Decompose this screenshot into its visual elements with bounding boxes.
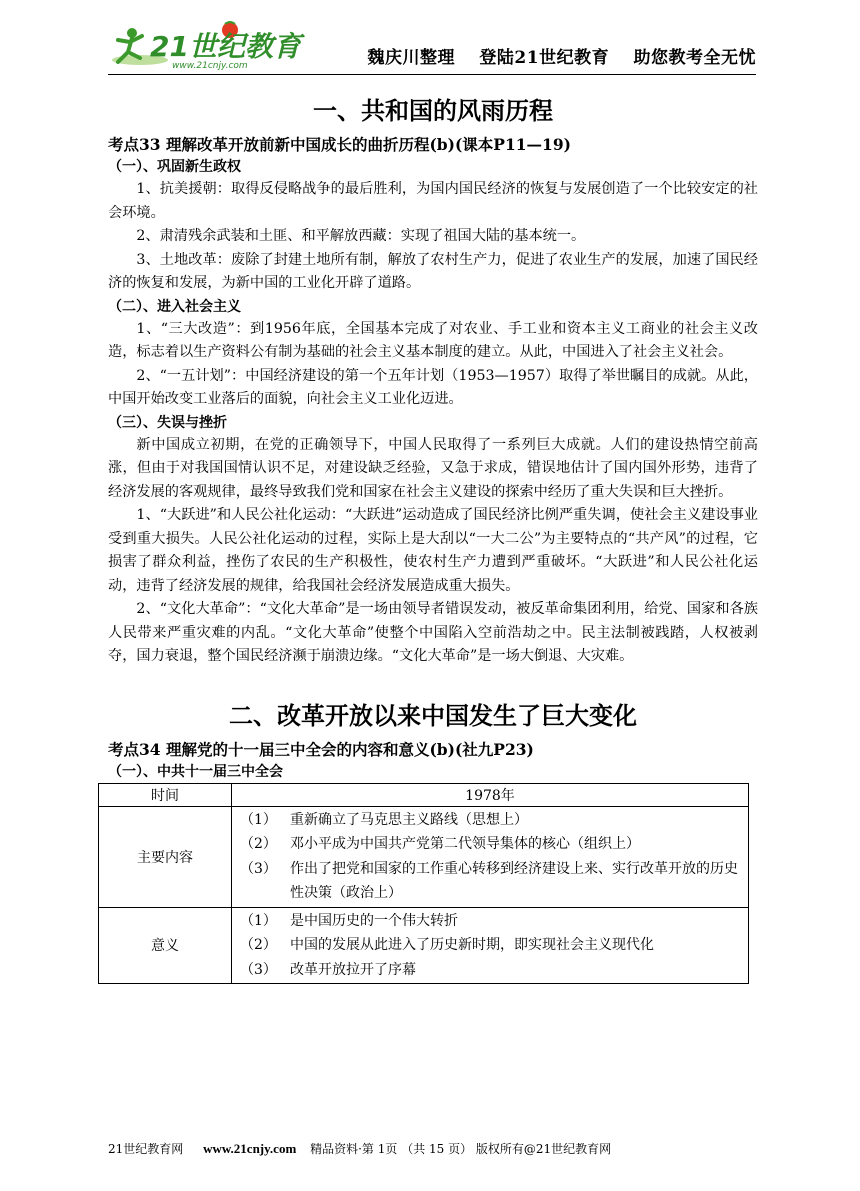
logo [110, 20, 310, 72]
kaodian-33: 考点33 理解改革开放前新中国成长的曲折历程(b)(课本P11—19) [108, 135, 571, 154]
item-text: 重新确立了马克思主义路线（思想上） [290, 811, 528, 828]
header-tagline [349, 43, 756, 68]
part3-heading: （三）、失误与挫折 [108, 414, 227, 431]
item-text: 作出了把党和国家的工作重心转移到经济建设上来、实行改革开放的历史性决策（政治上） [290, 860, 738, 901]
paragraph: 2、“一五计划”：中国经济建设的第一个五年计划（1953—1957）取得了举世瞩目的成就。从此，中国开始改变工业落后的面貌，向社会主义工业化迈进。 [108, 367, 758, 407]
paragraph: 2、肃清残余武装和土匪、和平解放西藏：实现了祖国大陆的基本统一。 [136, 228, 586, 244]
table-row [99, 783, 749, 806]
page-header [108, 18, 756, 75]
section2-heading: （一）、中共十一届三中全会 [108, 763, 283, 780]
kaodian-34: 考点34 理解党的十一届三中全会的内容和意义(b)(社九P23) [108, 739, 534, 759]
list-item [238, 909, 742, 934]
list-item [238, 958, 742, 983]
item-number: （3） [240, 961, 277, 978]
item-number: （1） [240, 912, 277, 929]
content-label: 主要内容 [99, 806, 232, 907]
item-text: 中国的发展从此进入了历史新时期，即实现社会主义现代化 [290, 937, 654, 953]
paragraph: 1、“三大改造”：到1956年底，全国基本完成了对农业、手工业和资本主义工商业的社会主义改造，标志着以生产资料公有制为基础的社会主义基本制度的建立。从此，中国进入了社会主义社会。 [108, 320, 758, 360]
list-item [238, 832, 742, 857]
section1-title: 一、共和国的风雨历程 [313, 97, 553, 125]
page-footer [108, 1140, 756, 1157]
logo-graphic [110, 20, 310, 72]
footer-site: 21世纪教育网 [108, 1142, 184, 1156]
item-text: 邓小平成为中国共产党第二代领导集体的核心（组织上） [290, 836, 640, 852]
header-slogan: 助您教考全无忧 [633, 48, 756, 68]
table-row [99, 806, 749, 907]
document-body [108, 94, 758, 984]
paragraph: 2、“文化大革命”：“文化大革命”是一场由领导者错误发动，被反革命集团利用，给党、国家和各族人民带来严重灾难的内乱。“文化大革命”使整个中国陷入空前浩劫之中。民主法制被践踏，人权被剥夺，国力衰退，整个国民经济濒于崩溃边缘。“文化大革命”是一场大倒退、大灾难。 [108, 601, 758, 664]
table-row [99, 907, 749, 984]
list-item [238, 808, 742, 833]
item-number: （1） [240, 811, 277, 828]
paragraph: 1、抗美援朝：取得反侵略战争的最后胜利，为国内国民经济的恢复与发展创造了一个比较安定的社会环境。 [108, 181, 758, 221]
item-text: 改革开放拉开了序幕 [290, 961, 416, 978]
paragraph: 新中国成立初期，在党的正确领导下，中国人民取得了一系列巨大成就。人们的建设热情空前高涨，但由于对我国国情认识不足，对建设缺乏经验，又急于求成，错误地估计了国内国外形势，违背了经济发展的客观规律，最终导致我们党和国家在社会主义建设的探索中经历了重大失误和巨大挫折。 [108, 436, 758, 500]
part1-heading: （一）、巩固新生政权 [108, 159, 241, 175]
paragraph: 1、“大跃进”和人民公社化运动：“大跃进”运动造成了国民经济比例严重失调，使社会主义建设事业受到重大损失。人民公社化运动的过程，实际上是大刮以“一大二公”为主要特点的“共产风”的过程，它损害了群众利益，挫伤了农民的生产积极性，使农村生产力遭到严重破坏。“大跃进”和人民公社化运动，违背了经济发展的规律，给我国社会经济发展造成重大损失。 [108, 507, 758, 594]
paragraph: 3、土地改革：废除了封建土地所有制，解放了农村生产力，促进了农业生产的发展，加速了国民经济的恢复和发展，为新中国的工业化开辟了道路。 [108, 251, 758, 291]
item-text: 是中国历史的一个伟大转折 [290, 912, 458, 929]
time-value: 1978年 [232, 783, 749, 806]
section2-title: 二、改革开放以来中国发生了巨大变化 [229, 701, 637, 730]
meaning-label: 意义 [99, 907, 232, 984]
item-number: （2） [240, 836, 277, 852]
list-item [238, 857, 742, 906]
plenum-table [98, 783, 749, 985]
meaning-cell [232, 907, 749, 984]
header-login: 登陆21世纪教育 [479, 48, 610, 68]
footer-url[interactable]: www.21cnjy.com [203, 1141, 297, 1156]
list-item [238, 933, 742, 958]
part2-heading: （二）、进入社会主义 [108, 298, 241, 315]
header-organizer: 魏庆川整理 [367, 48, 455, 68]
logo-text: 21世纪教育 [150, 30, 301, 63]
footer-page-info: 精品资料·第 1页 （共 15 页） 版权所有@21世纪教育网 [310, 1142, 612, 1156]
time-label: 时间 [99, 783, 232, 806]
item-number: （2） [240, 937, 277, 953]
content-cell [232, 806, 749, 907]
logo-url: www.21cnjy.com [172, 61, 248, 71]
item-number: （3） [240, 860, 277, 877]
